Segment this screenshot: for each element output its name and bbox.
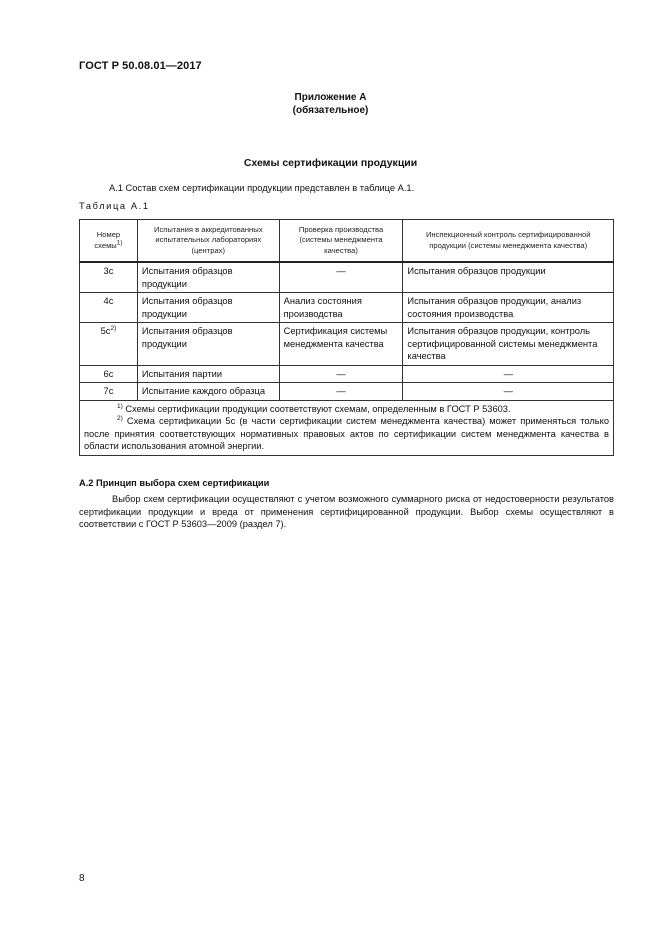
certification-schemes-table bbox=[79, 219, 614, 456]
section-a2-title: А.2 Принцип выбора схем сертификации bbox=[79, 478, 270, 488]
appendix-status: (обязательное) bbox=[292, 105, 369, 116]
table-header-row bbox=[80, 220, 614, 263]
inspection-cell: Испытания образцов продукции, контроль сертифицированной системы менеджмента качества bbox=[403, 323, 614, 366]
table-note-2: $^{2)}$ Схема сертификации 5с (в части сертификации систем менеджмента качества) может применяться только после принятия соответствующих нормативных правовых актов по сертификации систем менеджмента качества в области использования атомной энергии. bbox=[84, 414, 609, 451]
scheme-cell: $5с^{2)}$ bbox=[80, 323, 138, 366]
table-row bbox=[80, 293, 614, 323]
section-a2-body: Выбор схем сертификации осуществляют с учетом возможного суммарного риска от недостоверности результатов сертификации продукции и вреда от применения сертифицированной продукции. Выбор схемы осуществляют в соответствии с ГОСТ Р 53603—2009 (раздел 7). bbox=[79, 494, 614, 529]
appendix-title: Приложение А bbox=[294, 92, 367, 103]
tests-cell: Испытания образцов продукции bbox=[137, 323, 279, 366]
table-row bbox=[80, 262, 614, 293]
scheme-cell: 7с bbox=[80, 383, 138, 401]
table-notes bbox=[80, 400, 614, 455]
scheme-cell: 6с bbox=[80, 365, 138, 383]
table-note-1: $^{1)}$ Схемы сертификации продукции соответствуют схемам, определенным в ГОСТ Р 53603. bbox=[117, 402, 511, 414]
header-production: Проверка производства (системы менеджмента качества) bbox=[279, 220, 403, 263]
scheme-cell: 4с bbox=[80, 293, 138, 323]
table-label: Таблица А.1 bbox=[79, 201, 150, 211]
page-number: 8 bbox=[79, 873, 85, 884]
table-row bbox=[80, 365, 614, 383]
production-cell: — bbox=[279, 262, 403, 293]
standard-header: ГОСТ Р 50.08.01—2017 bbox=[79, 60, 202, 72]
inspection-cell: Испытания образцов продукции, анализ состояния производства bbox=[403, 293, 614, 323]
production-cell: — bbox=[279, 383, 403, 401]
table-row bbox=[80, 323, 614, 366]
header-inspection: Инспекционный контроль сертифицированной продукции (системы менеджмента качества) bbox=[403, 220, 614, 263]
tests-cell: Испытания образцов продукции bbox=[137, 293, 279, 323]
production-cell: Анализ состояния производства bbox=[279, 293, 403, 323]
inspection-cell: — bbox=[403, 383, 614, 401]
production-cell: — bbox=[279, 365, 403, 383]
tests-cell: Испытания образцов продукции bbox=[137, 262, 279, 293]
table-row bbox=[80, 383, 614, 401]
tests-cell: Испытание каждого образца bbox=[137, 383, 279, 401]
header-number: Номер схемы$^{1)}$ bbox=[80, 220, 138, 263]
section-title: Схемы сертификации продукции bbox=[243, 157, 418, 169]
inspection-cell: — bbox=[403, 365, 614, 383]
table-notes-row bbox=[80, 400, 614, 455]
intro-paragraph: А.1 Состав схем сертификации продукции представлен в таблице А.1. bbox=[109, 183, 415, 193]
header-tests: Испытания в аккредитованных испытательных лабораториях (центрах) bbox=[137, 220, 279, 263]
inspection-cell: Испытания образцов продукции bbox=[403, 262, 614, 293]
scheme-cell: 3с bbox=[80, 262, 138, 293]
production-cell: Сертификация системы менеджмента качества bbox=[279, 323, 403, 366]
tests-cell: Испытания партии bbox=[137, 365, 279, 383]
